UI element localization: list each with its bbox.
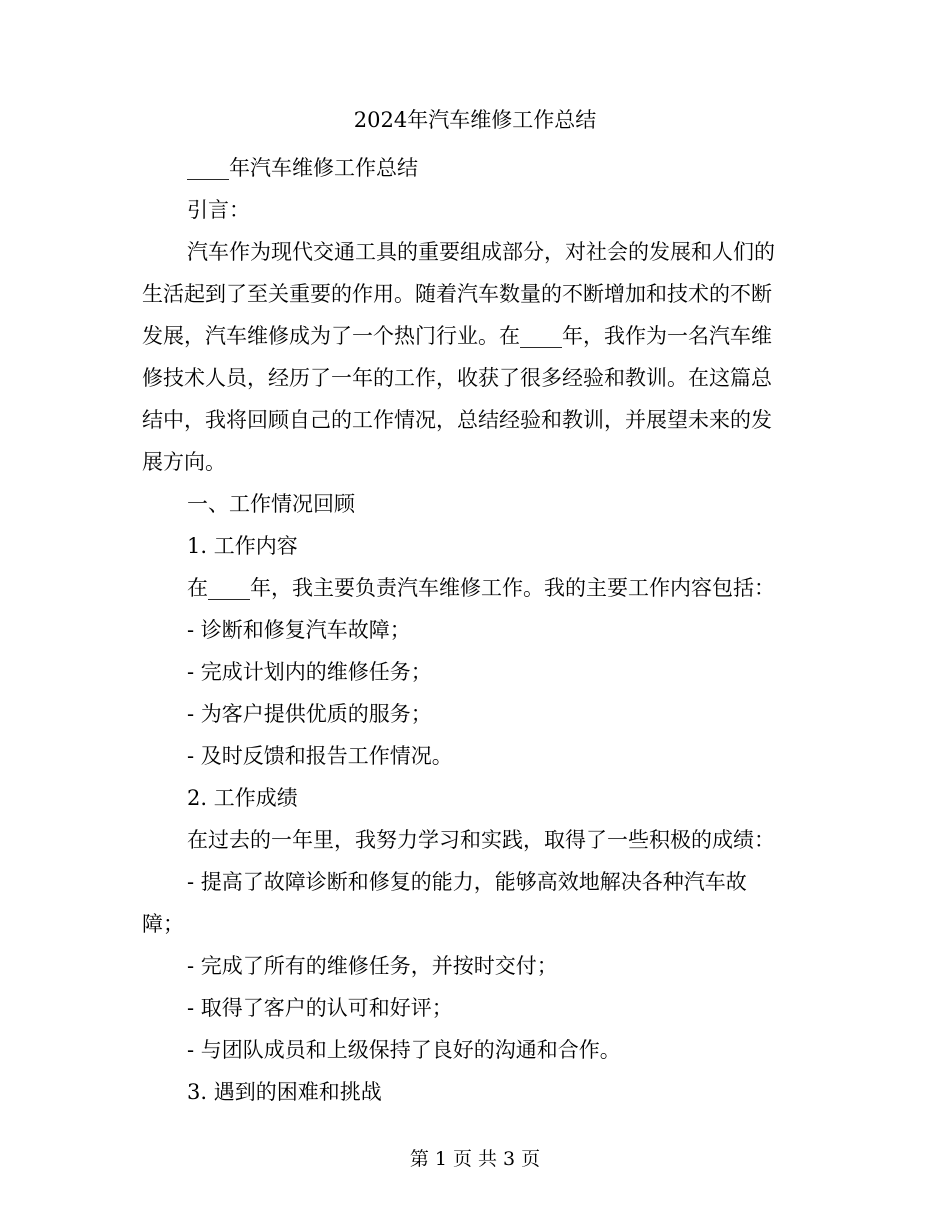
text-line: - 取得了客户的认可和好评； [187, 996, 453, 1020]
text-line: 生活起到了至关重要的作用。随着汽车数量的不断增加和技术的不断 [142, 282, 772, 306]
document-body [142, 147, 807, 1113]
text-line: 在____年，我主要负责汽车维修工作。我的主要工作内容包括： [187, 576, 775, 600]
text-line: - 为客户提供优质的服务； [187, 702, 432, 726]
text-line: - 及时反馈和报告工作情况。 [187, 744, 453, 768]
text-line: 2. 工作成绩 [187, 786, 298, 810]
text-line: - 完成了所有的维修任务，并按时交付； [187, 954, 558, 978]
text-line: 障； [142, 912, 184, 936]
text-line: 结中，我将回顾自己的工作情况，总结经验和教训，并展望未来的发 [142, 408, 772, 432]
text-line: 在过去的一年里，我努力学习和实践，取得了一些积极的成绩： [187, 828, 775, 852]
text-line: 修技术人员，经历了一年的工作，收获了很多经验和教训。在这篇总 [142, 366, 772, 390]
text-line: - 提高了故障诊断和修复的能力，能够高效地解决各种汽车故 [187, 870, 747, 894]
text-line: 展方向。 [142, 450, 226, 474]
page-footer: 第 1 页 共 3 页 [409, 1148, 541, 1170]
text-line: 3. 遇到的困难和挑战 [187, 1080, 382, 1104]
text-line: 汽车作为现代交通工具的重要组成部分，对社会的发展和人们的 [187, 240, 775, 264]
text-line: 引言： [187, 198, 250, 222]
text-line: - 完成计划内的维修任务； [187, 660, 432, 684]
text-line: 一、工作情况回顾 [187, 492, 355, 516]
text-line: ____年汽车维修工作总结 [187, 156, 418, 180]
text-line: 1. 工作内容 [187, 534, 298, 558]
text-line: 发展，汽车维修成为了一个热门行业。在____年，我作为一名汽车维 [142, 324, 772, 348]
text-line: - 与团队成员和上级保持了良好的沟通和合作。 [187, 1038, 621, 1062]
document-title: 2024年汽车维修工作总结 [353, 108, 597, 132]
text-line: - 诊断和修复汽车故障； [187, 618, 411, 642]
